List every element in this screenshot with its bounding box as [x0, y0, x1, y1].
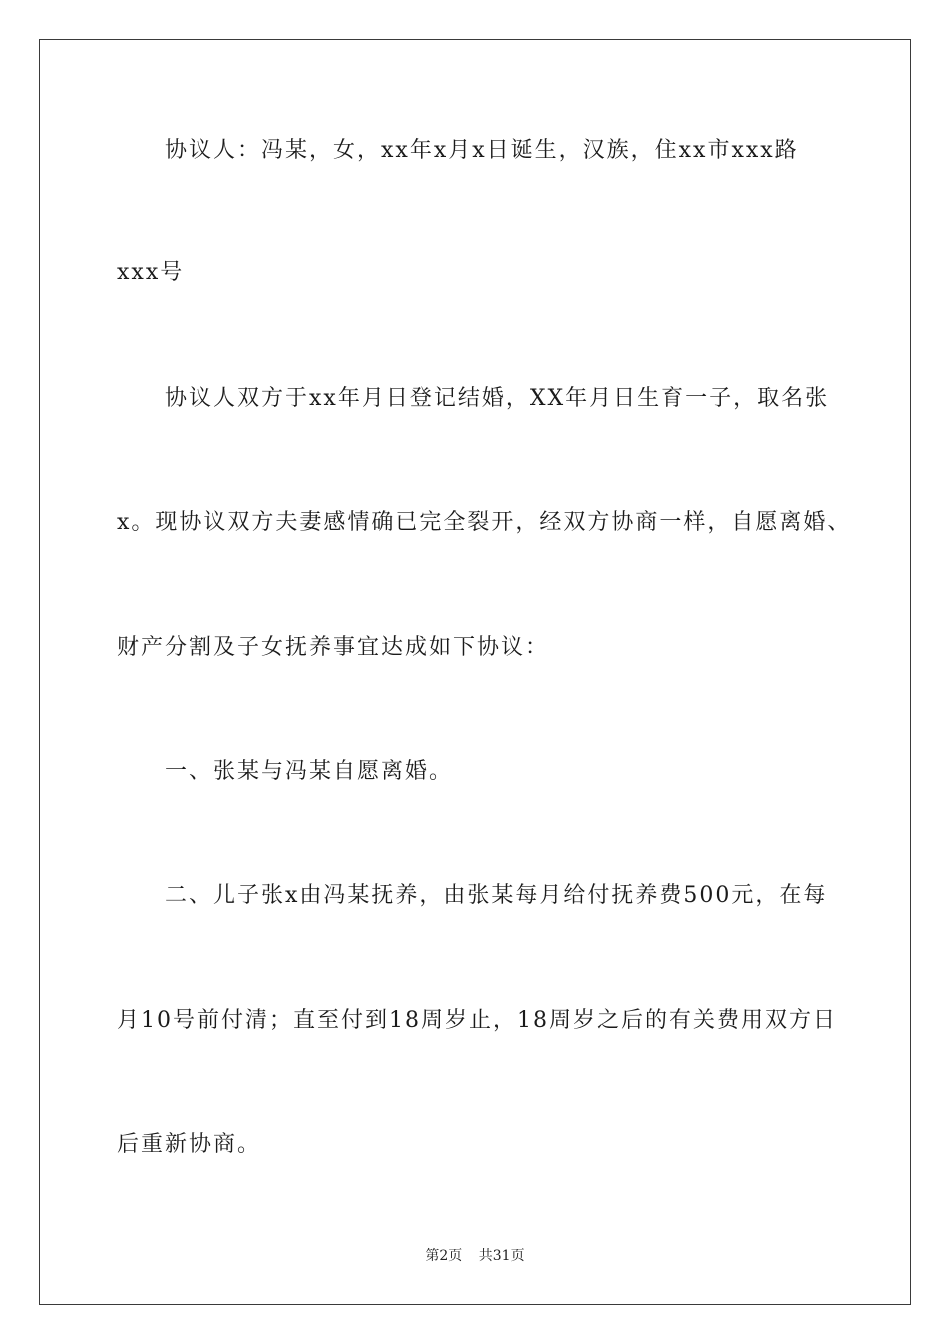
page-number: 第2页 — [425, 1248, 463, 1264]
paragraph-line: xxx号 — [117, 260, 185, 285]
page-total: 共31页 — [478, 1248, 525, 1264]
paragraph-line: 协议人双方于xx年月日登记结婚，XX年月日生育一子，取名张 — [165, 386, 830, 411]
page-border — [39, 39, 911, 1305]
paragraph-line: 协议人：冯某，女，xx年x月x日诞生，汉族，住xx市xxx路 — [165, 138, 799, 163]
paragraph-line: x。现协议双方夫妻感情确已完全裂开，经双方协商一样，自愿离婚、 — [117, 510, 852, 535]
paragraph-line: 一、张某与冯某自愿离婚。 — [165, 759, 454, 784]
paragraph-line: 后重新协商。 — [117, 1132, 262, 1157]
page-footer — [0, 1247, 950, 1265]
paragraph-line: 月10号前付清；直至付到18周岁止，18周岁之后的有关费用双方日 — [117, 1008, 837, 1033]
paragraph-line: 二、儿子张x由冯某抚养，由张某每月给付抚养费500元，在每 — [165, 883, 828, 908]
paragraph-line: 财产分割及子女抚养事宜达成如下协议： — [117, 635, 550, 660]
